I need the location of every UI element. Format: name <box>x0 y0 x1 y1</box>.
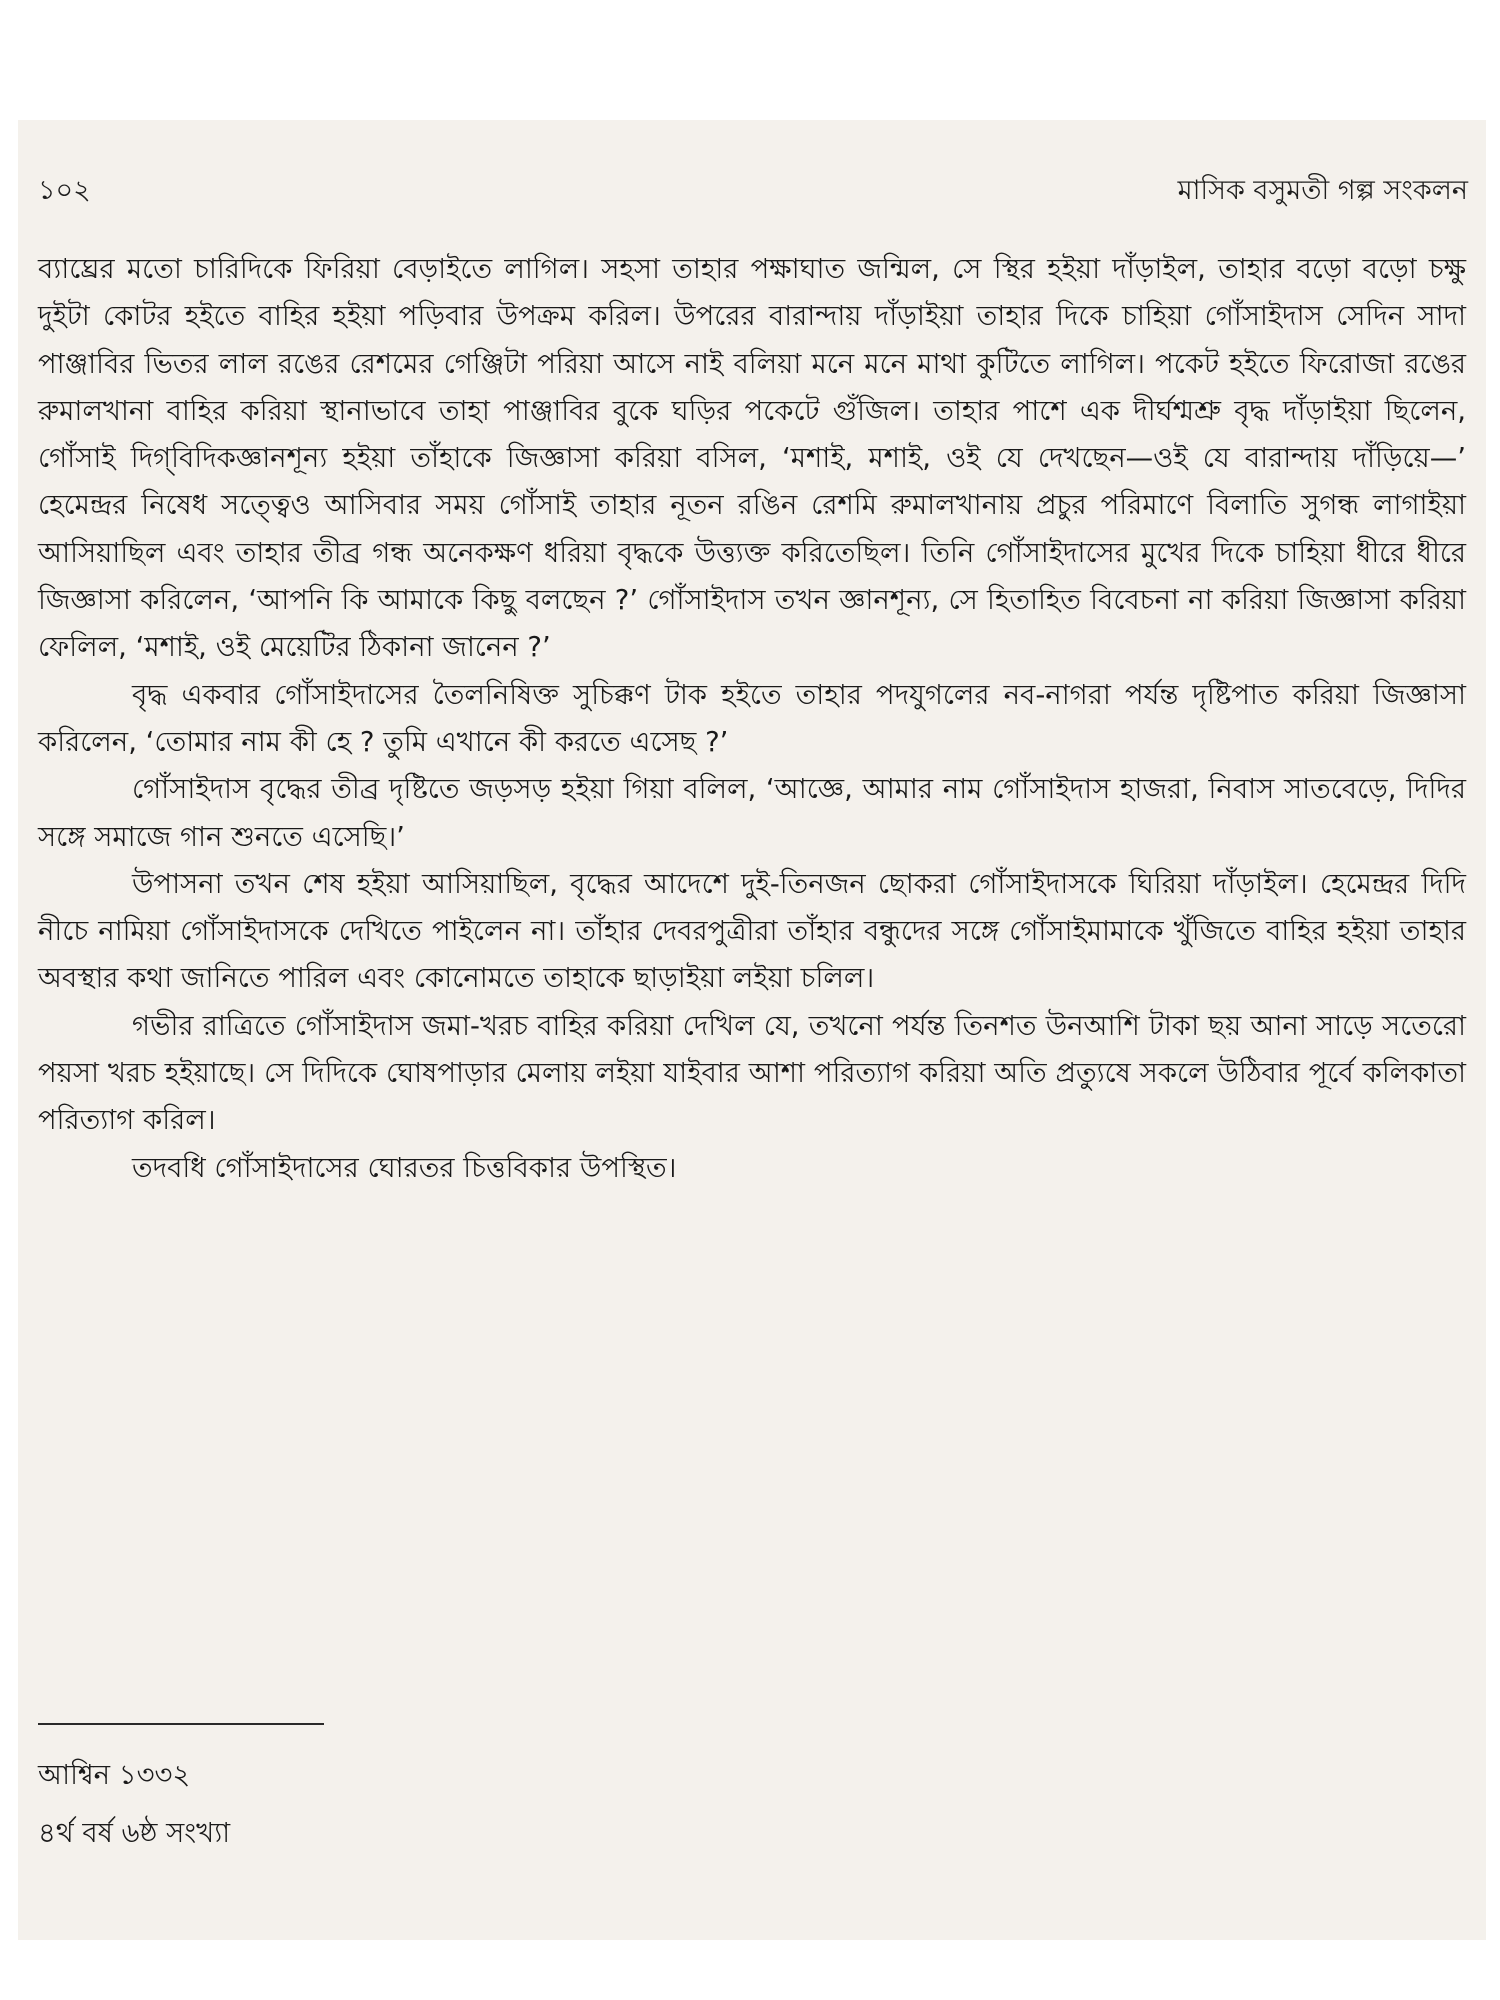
paragraph: গভীর রাত্রিতে গোঁসাইদাস জমা-খরচ বাহির করিয়া দেখিল যে, তখনো পর্যন্ত তিনশত উনআশি টাকা ছয় আনা সাড়ে সতেরো পয়সা খরচ হইয়াছে। সে দিদিকে ঘোষপাড়ার মেলায় লইয়া যাইবার আশা পরিত্যাগ করিয়া অতি প্রত্যুষে সকলে উঠিবার পূর্বে কলিকাতা পরিত্যাগ করিল। <box>38 1009 1466 1137</box>
book-page <box>18 120 1486 1940</box>
story-text <box>38 246 1466 1192</box>
running-head <box>38 172 1468 212</box>
footnote-divider <box>38 1723 324 1725</box>
page-number: ১০২ <box>38 174 91 206</box>
paragraph: উপাসনা তখন শেষ হইয়া আসিয়াছিল, বৃদ্ধের আদেশে দুই-তিনজন ছোকরা গোঁসাইদাসকে ঘিরিয়া দাঁড়াইল। হেমেন্দ্রর দিদি নীচে নামিয়া গোঁসাইদাসকে দেখিতে পাইলেন না। তাঁহার দেবরপুত্রীরা তাঁহার বন্ধুদের সঙ্গে গোঁসাইমামাকে খুঁজিতে বাহির হইয়া তাহার অবস্থার কথা জানিতে পারিল এবং কোনোমতে তাহাকে ছাড়াইয়া লইয়া চলিল। <box>38 867 1466 995</box>
paragraph: গোঁসাইদাস বৃদ্ধের তীব্র দৃষ্টিতে জড়সড় হইয়া গিয়া বলিল, ‘আজ্ঞে, আমার নাম গোঁসাইদাস হাজরা, নিবাস সাতবেড়ে, দিদির সঙ্গে সমাজে গান শুনতে এসেছি।’ <box>38 773 1466 853</box>
publication-footnote <box>38 1746 230 1862</box>
paragraph: ব্যাঘ্রের মতো চারিদিকে ফিরিয়া বেড়াইতে লাগিল। সহসা তাহার পক্ষাঘাত জন্মিল, সে স্থির হইয়া দাঁড়াইল, তাহার বড়ো বড়ো চক্ষু দুইটা কোটর হইতে বাহির হইয়া পড়িবার উপক্রম করিল। উপরের বারান্দায় দাঁড়াইয়া তাহার দিকে চাহিয়া গোঁসাইদাস সেদিন সাদা পাঞ্জাবির ভিতর লাল রঙের রেশমের গেঞ্জিটা পরিয়া আসে নাই বলিয়া মনে মনে মাথা কুটিতে লাগিল। পকেট হইতে ফিরোজা রঙের রুমালখানা বাহির করিয়া স্থানাভাবে তাহা পাঞ্জাবির বুকে ঘড়ির পকেটে গুঁজিল। তাহার পাশে এক দীর্ঘশ্মশ্রু বৃদ্ধ দাঁড়াইয়া ছিলেন, গোঁসাই দিগ্‌বিদিকজ্ঞানশূন্য হইয়া তাঁহাকে জিজ্ঞাসা করিয়া বসিল, ‘মশাই, মশাই, ওই যে দেখছেন—ওই যে বারান্দায় দাঁড়িয়ে—’ হেমেন্দ্রর নিষেধ সত্ত্বেও আসিবার সময় গোঁসাই তাহার নূতন রঙিন রেশমি রুমালখানায় প্রচুর পরিমাণে বিলাতি সুগন্ধ লাগাইয়া আসিয়াছিল এবং তাহার তীব্র গন্ধ অনেকক্ষণ ধরিয়া বৃদ্ধকে উত্ত্যক্ত করিতেছিল। তিনি গোঁসাইদাসের মুখের দিকে চাহিয়া ধীরে ধীরে জিজ্ঞাসা করিলেন, ‘আপনি কি আমাকে কিছু বলছেন ?’ গোঁসাইদাস তখন জ্ঞানশূন্য, সে হিতাহিত বিবেচনা না করিয়া জিজ্ঞাসা করিয়া ফেলিল, ‘মশাই, ওই মেয়েটির ঠিকানা জানেন ?’ <box>38 253 1466 664</box>
publication-issue: ৪র্থ বর্ষ ৬ষ্ঠ সংখ্যা <box>38 1817 231 1849</box>
publication-date: আশ্বিন ১৩৩২ <box>38 1759 191 1791</box>
paragraph: বৃদ্ধ একবার গোঁসাইদাসের তৈলনিষিক্ত সুচিক্কণ টাক হইতে তাহার পদযুগলের নব-নাগরা পর্যন্ত দৃষ্টিপাত করিয়া জিজ্ঞাসা করিলেন, ‘তোমার নাম কী হে ? তুমি এখানে কী করতে এসেছ ?’ <box>38 678 1466 758</box>
book-title: মাসিক বসুমতী গল্প সংকলন <box>1177 174 1468 206</box>
paragraph: তদবধি গোঁসাইদাসের ঘোরতর চিত্তবিকার উপস্থিত। <box>132 1151 677 1184</box>
